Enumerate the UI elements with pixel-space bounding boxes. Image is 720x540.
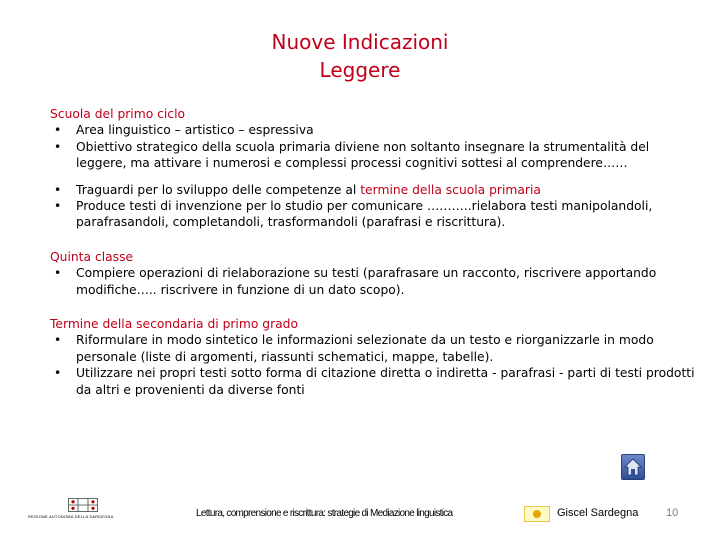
section-heading-primo-ciclo: Scuola del primo ciclo — [50, 107, 186, 121]
footer-organization: Giscel Sardegna — [557, 507, 639, 519]
bullet-list-quinta — [50, 265, 700, 298]
traguardi-text: Traguardi per lo sviluppo delle competenze al — [76, 182, 361, 197]
bullet-produce-testi: • Produce testi di invenzione per lo studio per comunicare ………..rielabora testi manipolandoli, parafrasandoli, completandoli, trasformandoli (parafrasi e riscrittura). — [50, 198, 700, 231]
giscel-logo-icon — [524, 506, 550, 522]
bullet-list-secondaria — [50, 332, 700, 398]
bullet-utilizzare: • Utilizzare nei propri testi sotto forma di citazione diretta o indiretta - parafrasi - parti di testi prodotti da altri e provenienti da diverse fonti — [50, 365, 700, 398]
bullet-riformulare: • Riformulare in modo sintetico le informazioni selezionate da un testo e riorganizzarle in modo personale (liste di argomenti, riassunti schematici, mappe, tabelle). — [50, 332, 700, 365]
slide-body — [50, 106, 700, 398]
section-heading-quinta: Quinta classe — [50, 249, 134, 264]
section-heading-secondaria: Termine della secondaria di primo grado — [50, 317, 298, 332]
home-button[interactable] — [621, 454, 645, 480]
page-number: 10 — [666, 507, 679, 519]
bullet-rielaborazione: • Compiere operazioni di rielaborazione su testi (parafrasare un racconto, riscrivere apportando modifiche….. riscrivere in funzione di un dato scopo). — [50, 265, 700, 298]
title-line-1: Nuove Indicazioni — [271, 30, 449, 54]
slide-title — [0, 28, 720, 84]
region-logo — [28, 498, 138, 522]
bullet-obiettivo-strategico: • Obiettivo strategico della scuola primaria diviene non soltanto insegnare la strumentalità del leggere, ma attivare i numerosi e complessi processi cognitivi sottesi al comprendere…… — [50, 139, 700, 172]
title-line-2: Leggere — [319, 58, 401, 82]
bullet-area-linguistico: • Area linguistico – artistico – espressiva — [50, 122, 700, 138]
footer-title: Lettura, comprensione e riscrittura: strategie di Mediazione linguistica — [196, 508, 453, 519]
bullet-list-traguardi — [50, 182, 700, 231]
region-logo-caption: REGIONE AUTONOMA DELLA SARDEGNA — [28, 514, 114, 519]
bullet-list-primo-ciclo — [50, 122, 700, 171]
bullet-traguardi — [50, 182, 700, 198]
home-icon — [622, 455, 644, 479]
region-logo-icon — [68, 498, 98, 512]
traguardi-highlight: termine della scuola primaria — [360, 182, 541, 197]
